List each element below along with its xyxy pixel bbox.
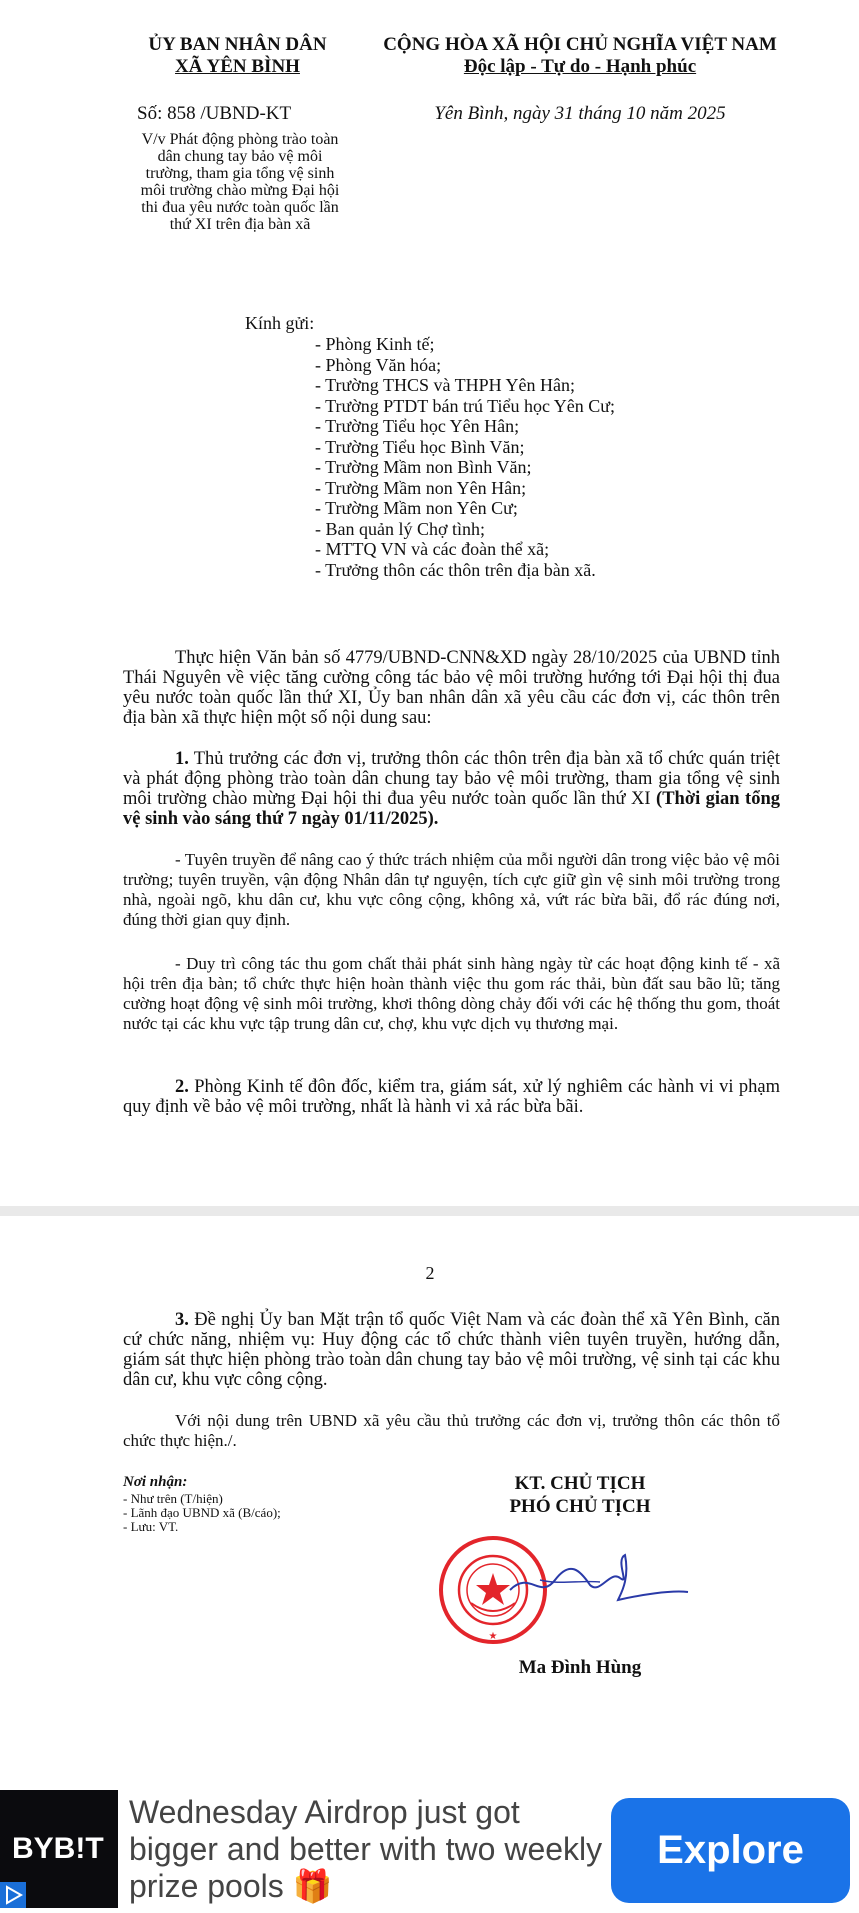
item-3-number: 3. xyxy=(175,1310,189,1330)
recipient-item: - Ban quản lý Chợ tình; xyxy=(315,518,486,539)
motto-text: Độc lập - Tự do - Hạnh phúc xyxy=(463,56,697,77)
item-1-paragraph xyxy=(123,749,780,829)
recipient-list xyxy=(315,334,735,580)
recipient-item: - Trường Tiểu học Yên Hân; xyxy=(315,416,520,436)
recipient-item: - Trưởng thôn các thôn trên địa bàn xã. xyxy=(315,559,596,580)
ad-choices-icon[interactable] xyxy=(0,1882,26,1908)
item-3-text: Đề nghị Ủy ban Mặt trận tổ quốc Việt Nam và các đoàn thể xã Yên Bình, căn cứ chức năng, nhiệm vụ: Huy động các tổ chức thành viên tuyên truyền, hướng dẫn, giám sát thực hiện phòng trào toàn dân chung tay bảo vệ môi trường, vệ sinh tại các khu dân cư, khu vực công cộng. xyxy=(123,1310,780,1390)
nation-title: CỘNG HÒA XÃ HỘI CHỦ NGHĨA VIỆT NAM xyxy=(383,34,777,55)
page-separator xyxy=(0,1206,859,1216)
subject-line: V/v Phát động phòng trào toàn xyxy=(141,131,339,148)
signer-name: Ma Đình Hùng xyxy=(518,1657,642,1678)
bybit-logo: BYB!T xyxy=(12,1832,104,1865)
recipient-item: - Trường Mầm non Yên Cư; xyxy=(315,498,518,518)
motto xyxy=(380,56,780,78)
explore-button[interactable]: Explore xyxy=(611,1798,850,1903)
item-3-paragraph xyxy=(123,1310,780,1390)
subject-line: môi trường chào mừng Đại hội xyxy=(140,182,340,199)
ad-message: Wednesday Airdrop just got bigger and better with two weekly prize pools 🎁 xyxy=(129,1794,603,1904)
document-number: Số: 858 /UBND-KT xyxy=(137,103,292,124)
signature-icon xyxy=(500,1550,690,1610)
item-2-paragraph xyxy=(123,1077,780,1117)
item-1-time: (Thời gian tổng vệ sinh vào sáng thứ 7 ngày 01/11/2025). xyxy=(123,789,780,829)
kinh-gui-label: Kính gửi: xyxy=(245,313,315,333)
recipient-item: - Trường Tiểu học Bình Văn; xyxy=(315,436,525,457)
subject-line: dân chung tay bảo vệ môi xyxy=(157,148,323,165)
recipient-item: - Phòng Văn hóa; xyxy=(315,354,442,375)
noi-nhan-item: - Lãnh đạo UBND xã (B/cáo); xyxy=(123,1505,281,1520)
recipient-item: - MTTQ VN và các đoàn thể xã; xyxy=(315,539,550,559)
recipient-item: - Trường THCS và THPH Yên Hân; xyxy=(315,375,575,395)
sign-title-2: PHÓ CHỦ TỊCH xyxy=(509,1496,651,1517)
agency-name: ỦY BAN NHÂN DÂN xyxy=(148,34,327,55)
intro-paragraph: Thực hiện Văn bản số 4779/UBND-CNN&XD ngày 28/10/2025 của UBND tỉnh Thái Nguyên về việc tăng cường công tác bảo vệ môi trường hướng tới Đại hội thị đua yêu nước toàn quốc lần thứ XI, Ủy ban nhân dân xã yêu cầu các đơn vị, các thôn trên địa bàn xã thực hiện một số nội dung sau: xyxy=(123,648,780,728)
commune-name-text: XÃ YÊN BÌNH xyxy=(175,56,300,77)
subject-line: trường, tham gia tổng vệ sinh xyxy=(145,165,335,182)
noi-nhan-list xyxy=(123,1492,383,1534)
item-2-number: 2. xyxy=(175,1077,189,1097)
subject-line: thứ XI trên địa bàn xã xyxy=(169,216,311,233)
subject-line: thi đua yêu nước toàn quốc lần xyxy=(141,199,339,216)
recipient-item: - Trường Mầm non Bình Văn; xyxy=(315,457,532,477)
document-date: Yên Bình, ngày 31 tháng 10 năm 2025 xyxy=(434,103,726,124)
svg-text:★: ★ xyxy=(488,1631,498,1642)
noi-nhan-item: - Như trên (T/hiện) xyxy=(123,1491,223,1506)
sign-title-1: KT. CHỦ TỊCH xyxy=(514,1473,646,1494)
commune-name xyxy=(130,56,345,78)
closing-paragraph: Với nội dung trên UBND xã yêu cầu thủ trưởng các đơn vị, trưởng thôn các thôn tổ chức thực hiện./. xyxy=(123,1411,780,1450)
item-2-text: Phòng Kinh tế đôn đốc, kiểm tra, giám sát, xử lý nghiêm các hành vi vi phạm quy định về bảo vệ môi trường, nhất là hành vi xả rác bừa bãi. xyxy=(123,1077,780,1117)
noi-nhan-label: Nơi nhận: xyxy=(123,1474,188,1490)
item-1-number: 1. xyxy=(175,749,189,769)
noi-nhan-item: - Lưu: VT. xyxy=(123,1519,179,1534)
recipient-item: - Trường Mầm non Yên Hân; xyxy=(315,477,527,498)
recipient-item: - Phòng Kinh tế; xyxy=(315,334,435,354)
bullet-2-paragraph: - Duy trì công tác thu gom chất thải phát sinh hàng ngày từ các hoạt động kinh tế - xã hội trên địa bàn; tổ chức thực hiện hoàn thành việc thu gom rác thải, bùn đất sau bão lũ; tăng cường hoạt động vệ sinh môi trường, khơi thông dòng chảy đối với các hệ thống thu gom, thoát nước tại các khu vực tập trung dân cư, chợ, khu vực dịch vụ thương mại. xyxy=(123,954,780,1033)
ad-banner[interactable] xyxy=(0,1790,859,1908)
recipient-item: - Trường PTDT bán trú Tiểu học Yên Cư; xyxy=(315,395,616,416)
document-subject xyxy=(115,131,365,233)
page-number: 2 xyxy=(425,1263,435,1283)
ad-brand-panel xyxy=(0,1790,118,1908)
item-1-text: Thủ trưởng các đơn vị, trưởng thôn các thôn trên địa bàn xã tổ chức quán triệt và phát động phòng trào toàn dân chung tay bảo vệ môi trường, tham gia tổng vệ sinh môi trường chào mừng Đại hội thi đua yêu nước toàn quốc lần thứ XI xyxy=(123,749,780,809)
bullet-1-paragraph: - Tuyên truyền để nâng cao ý thức trách nhiệm của mỗi người dân trong việc bảo vệ môi trường; tuyên truyền, vận động Nhân dân tự nguyện, tích cực giữ gìn vệ sinh môi trường trong nhà, ngoài ngõ, khu dân cư, khu vực công cộng, không xả, vứt rác bừa bãi, đổ rác đúng nơi, đúng thời gian quy định. xyxy=(123,850,780,929)
